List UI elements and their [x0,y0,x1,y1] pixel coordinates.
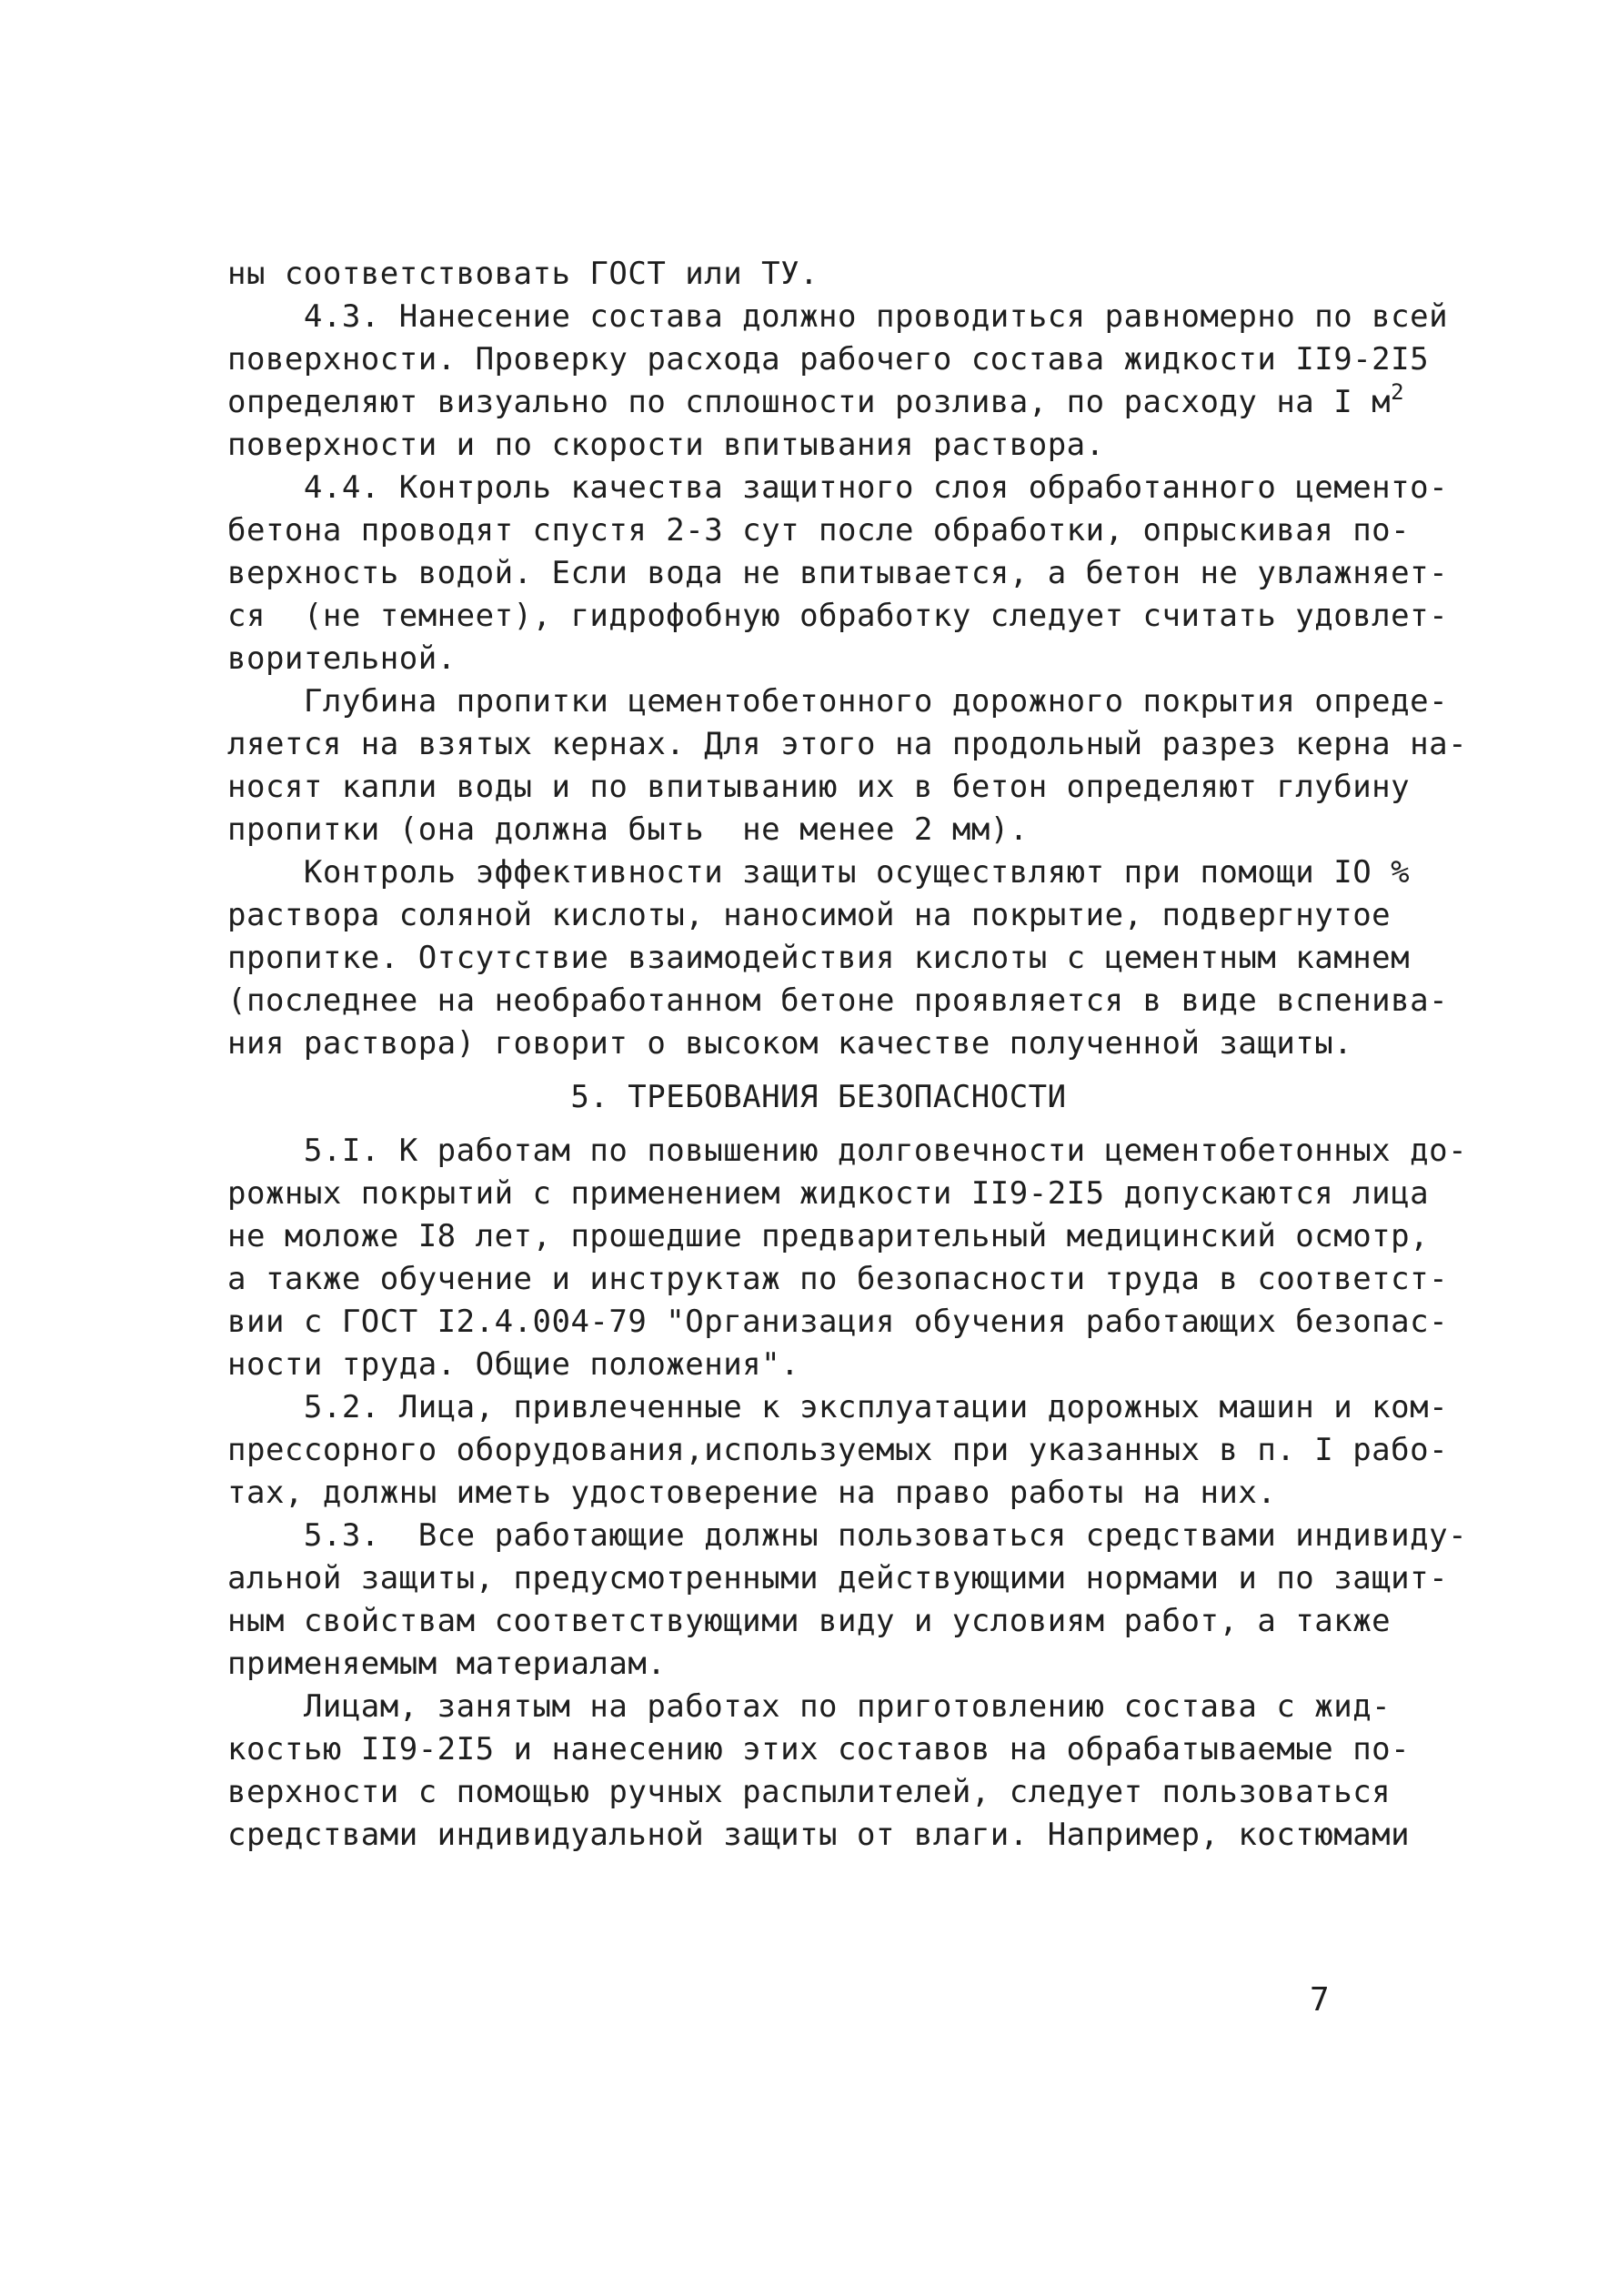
text-line: ся (не темнеет), гидрофобную обработку следует считать удовлет- [227,598,1449,634]
text-line: поверхности. Проверку расхода рабочего состава жидкости II9-2I5 [227,341,1430,378]
text-line: верхность водой. Если вода не впитывается, а бетон не увлажняет- [227,555,1449,591]
text-line: бетона проводят спустя 2-3 сут после обработки, опрыскивая по- [227,512,1411,549]
text-line: пропитке. Отсутствие взаимодействия кислоты с цементным камнем [227,940,1411,976]
text-line: ны соответствовать ГОСТ или ТУ. [227,256,819,292]
text-line: ворительной. [227,640,457,677]
text-line: средствами индивидуальной защиты от влаги. Например, костюмами [227,1817,1411,1853]
text-line: Контроль эффективности защиты осуществляют при помощи IO % [227,854,1411,891]
text-line: пропитки (она должна быть не менее 2 мм). [227,811,1029,848]
text-line: верхности с помощью ручных распылителей, следует пользоваться [227,1774,1392,1810]
text-line: ния раствора) говорит о высоком качестве полученной защиты. [227,1025,1353,1062]
text-line: 4.4. Контроль качества защитного слоя обработанного цементо- [227,469,1449,506]
text-line: вии с ГОСТ I2.4.004-79 "Организация обучения работающих безопас- [227,1304,1449,1340]
text-line: раствора соляной кислоты, наносимой на покрытие, подвергнутое [227,897,1392,933]
superscript: 2 [1391,379,1405,405]
body-text [227,253,1468,1857]
text-line: 5.I. К работам по повышению долговечности цементобетонных до- [227,1133,1468,1169]
text-line: альной защиты, предусмотренными действующими нормами и по защит- [227,1560,1449,1596]
text-line: ляется на взятых кернах. Для этого на продольный разрез керна на- [227,726,1468,762]
text-line: Лицам, занятым на работах по приготовлению состава с жид- [227,1688,1392,1725]
text-line: прессорного оборудования,используемых при указанных в п. I рабо- [227,1432,1449,1468]
text-line: не моложе I8 лет, прошедшие предварительный медицинский осмотр, [227,1218,1430,1254]
text-line: рожных покрытий с применением жидкости II9-2I5 допускаются лица [227,1175,1430,1212]
text-line: носят капли воды и по впитыванию их в бетон определяют глубину [227,769,1411,805]
text-line: тах, должны иметь удостоверение на право работы на них. [227,1475,1277,1511]
text-line: (последнее на необработанном бетоне проявляется в виде вспенива- [227,982,1449,1019]
text-line: поверхности и по скорости впитывания раствора. [227,427,1105,463]
text-line: ности труда. Общие положения". [227,1346,800,1383]
text-fragment: определяют визуально по сплошности розлива, по расходу на I м [227,384,1392,420]
text-line-with-superscript [227,381,1410,424]
text-line: 5.2. Лица, привлеченные к эксплуатации дорожных машин и ком- [227,1389,1449,1425]
text-line: Глубина пропитки цементобетонного дорожного покрытия опреде- [227,683,1449,720]
text-line: костью II9-2I5 и нанесению этих составов на обрабатываемые по- [227,1731,1411,1767]
text-line: ным свойствам соответствующими виду и условиям работ, а также [227,1603,1392,1639]
page-number: 7 [1310,1981,1330,2019]
section-heading: 5. ТРЕБОВАНИЯ БЕЗОПАСНОСТИ [570,1079,1067,1115]
text-line: 5.3. Все работающие должны пользоваться средствами индивиду- [227,1517,1468,1554]
text-line: применяемым материалам. [227,1646,667,1682]
text-line: 4.3. Нанесение состава должно проводиться равномерно по всей [227,298,1449,335]
text-line: а также обучение и инструктаж по безопасности труда в соответст- [227,1261,1449,1297]
